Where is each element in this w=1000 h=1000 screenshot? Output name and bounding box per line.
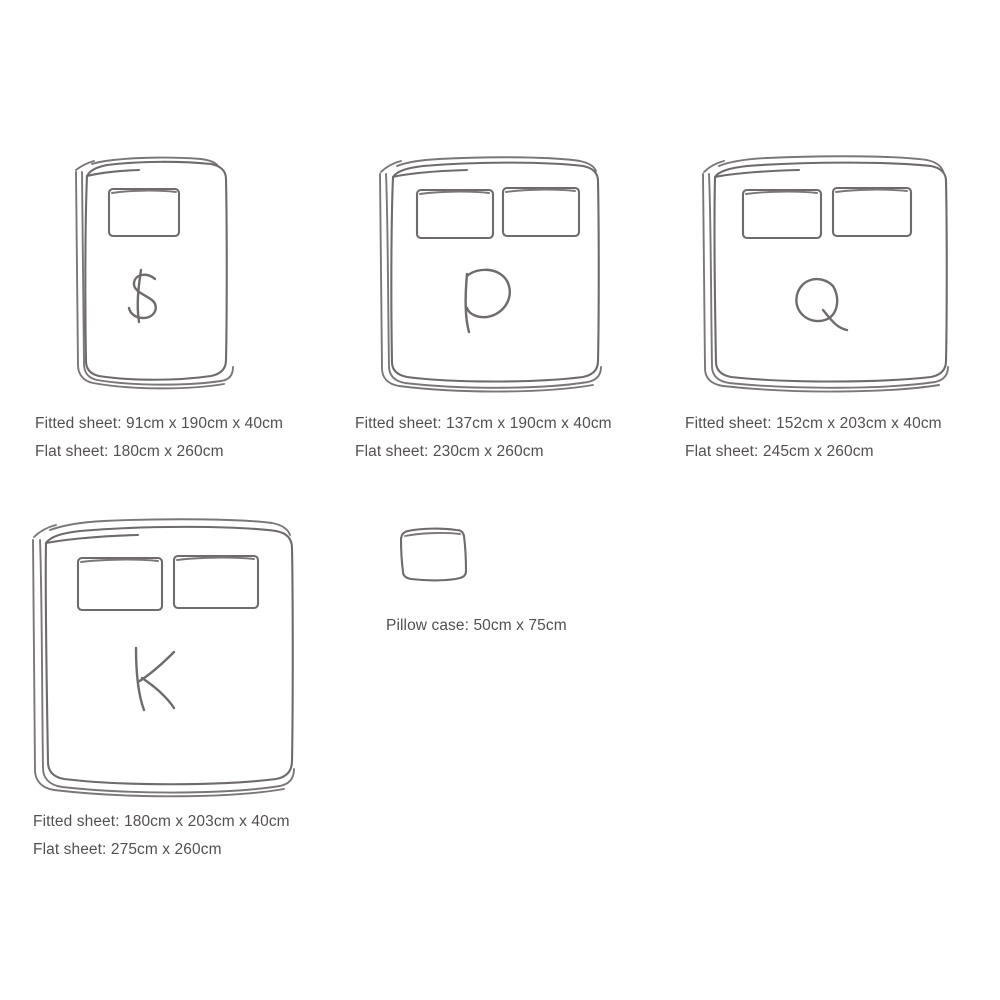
queen-bed-illustration: [685, 150, 965, 395]
single-bed-art: [35, 150, 250, 395]
pillow-case-caption: [386, 612, 567, 640]
king-bed-illustration: [18, 512, 318, 812]
queen-flat-sheet-text: Flat sheet: 245cm x 260cm: [685, 443, 874, 460]
pillow-case-illustration: [386, 518, 486, 598]
king-bed-art: [18, 512, 318, 812]
king-fitted-sheet-text: Fitted sheet: 180cm x 203cm x 40cm: [33, 813, 290, 830]
single-fitted-sheet-text: Fitted sheet: 91cm x 190cm x 40cm: [35, 415, 283, 432]
double-fitted-sheet-text: Fitted sheet: 137cm x 190cm x 40cm: [355, 415, 612, 432]
queen-fitted-sheet-text: Fitted sheet: 152cm x 203cm x 40cm: [685, 415, 942, 432]
single-bed-illustration: [35, 150, 250, 395]
double-caption: [355, 410, 612, 466]
queen-bed-art: [685, 150, 965, 395]
single-flat-sheet-text: Flat sheet: 180cm x 260cm: [35, 443, 224, 460]
single-caption: [35, 410, 283, 466]
double-bed-illustration: [355, 150, 620, 395]
king-caption: [33, 808, 290, 864]
pillow-case-art: [386, 518, 486, 598]
king-flat-sheet-text: Flat sheet: 275cm x 260cm: [33, 841, 222, 858]
queen-caption: [685, 410, 942, 466]
double-bed-art: [355, 150, 620, 395]
double-flat-sheet-text: Flat sheet: 230cm x 260cm: [355, 443, 544, 460]
pillow-case-text: Pillow case: 50cm x 75cm: [386, 617, 567, 634]
